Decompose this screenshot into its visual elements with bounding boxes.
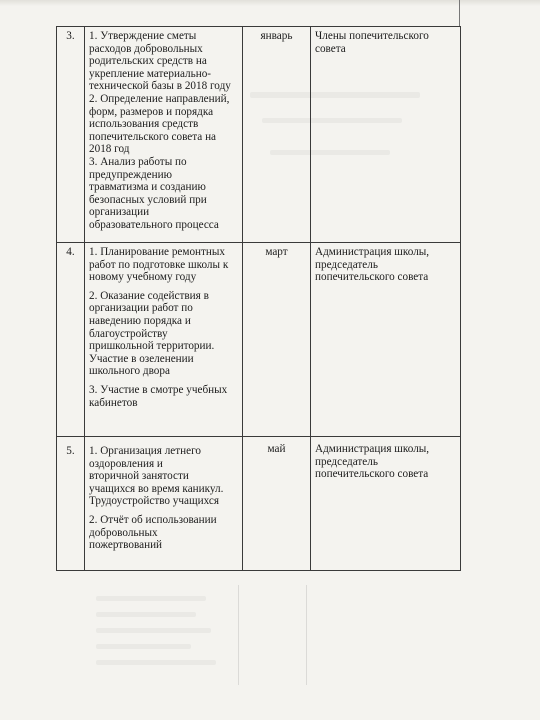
activity-line: учащихся во время каникул.	[89, 482, 224, 495]
activity-line: предупреждению	[89, 168, 172, 181]
activity-line: безопасных условий при	[89, 193, 207, 206]
responsible-line: попечительского совета	[315, 271, 429, 284]
activities-cell	[85, 437, 243, 571]
activity-line: использования средств	[89, 118, 199, 131]
activity-line: образовательного процесса	[89, 218, 219, 231]
responsible-line: попечительского совета	[315, 468, 429, 481]
activities-cell	[85, 243, 243, 437]
responsible-line: Администрация школы,	[315, 443, 430, 455]
activity-line: 1. Организация летнего	[89, 445, 201, 457]
activity-line: 2. Оказание содействия в	[89, 289, 209, 302]
bleed-through	[96, 596, 206, 601]
row-number: 4.	[57, 243, 85, 437]
activity-line: попечительского совета на	[89, 130, 217, 143]
responsible-cell	[311, 27, 461, 243]
activity-line: школьного двора	[89, 365, 170, 378]
activity-line: укрепление материально-	[89, 67, 212, 80]
table-row	[57, 243, 461, 437]
activity-line: родительских средств на	[89, 55, 207, 68]
activity-line: 1. Планирование ремонтных	[89, 246, 226, 258]
bleed-through	[96, 644, 191, 649]
activity-line: организации работ по	[89, 302, 193, 315]
plan-table	[56, 26, 461, 571]
bleed-through	[96, 612, 196, 617]
bleed-through-line	[306, 585, 307, 685]
responsible-line: совета	[315, 42, 346, 55]
activity-line: наведению порядка и	[89, 314, 191, 327]
activity-line: благоустройству	[89, 327, 168, 340]
activity-line: организации	[89, 206, 150, 219]
activity-line: пришкольной территории.	[89, 340, 215, 353]
activity-line: кабинетов	[89, 396, 138, 409]
activity-line: оздоровления и	[89, 457, 163, 470]
activity-line: технической базы в 2018 году	[89, 80, 231, 93]
table-row	[57, 437, 461, 571]
responsible-line: председатель	[315, 258, 378, 271]
responsible-line: Члены попечительского	[315, 30, 429, 42]
page-border-line	[459, 0, 460, 26]
responsible-line: Администрация школы,	[315, 246, 430, 258]
responsible-cell	[311, 437, 461, 571]
activity-line: форм, размеров и порядка	[89, 105, 214, 118]
activities-cell	[85, 27, 243, 243]
activity-line: работ по подготовке школы к	[89, 258, 229, 271]
activity-line: 3. Участие в смотре учебных	[89, 383, 228, 396]
activity-line: 2018 год	[89, 143, 130, 156]
responsible-line: председатель	[315, 455, 378, 468]
activity-line: пожертвований	[89, 539, 163, 552]
bleed-through	[96, 660, 216, 665]
table-row	[57, 27, 461, 243]
row-number: 3.	[57, 27, 85, 243]
date-cell: январь	[243, 27, 311, 243]
responsible-cell	[311, 243, 461, 437]
activity-line: вторичной занятости	[89, 470, 189, 483]
activity-line: 1. Утверждение сметы	[89, 30, 197, 42]
activity-line: расходов добровольных	[89, 42, 203, 55]
activity-line: Участие в озеленении	[89, 352, 194, 365]
bleed-through-line	[238, 585, 239, 685]
activity-line: Трудоустройство учащихся	[89, 495, 219, 508]
date-cell: май	[243, 437, 311, 571]
row-number: 5.	[57, 437, 85, 571]
activity-line: 3. Анализ работы по	[89, 155, 187, 168]
activity-line: новому учебному году	[89, 271, 197, 284]
activity-line: травматизма и созданию	[89, 181, 206, 194]
activity-line: 2. Определение направлений,	[89, 92, 230, 105]
activity-line: 2. Отчёт об использовании	[89, 513, 217, 526]
date-cell: март	[243, 243, 311, 437]
bleed-through	[96, 628, 211, 633]
activity-line: добровольных	[89, 526, 158, 539]
